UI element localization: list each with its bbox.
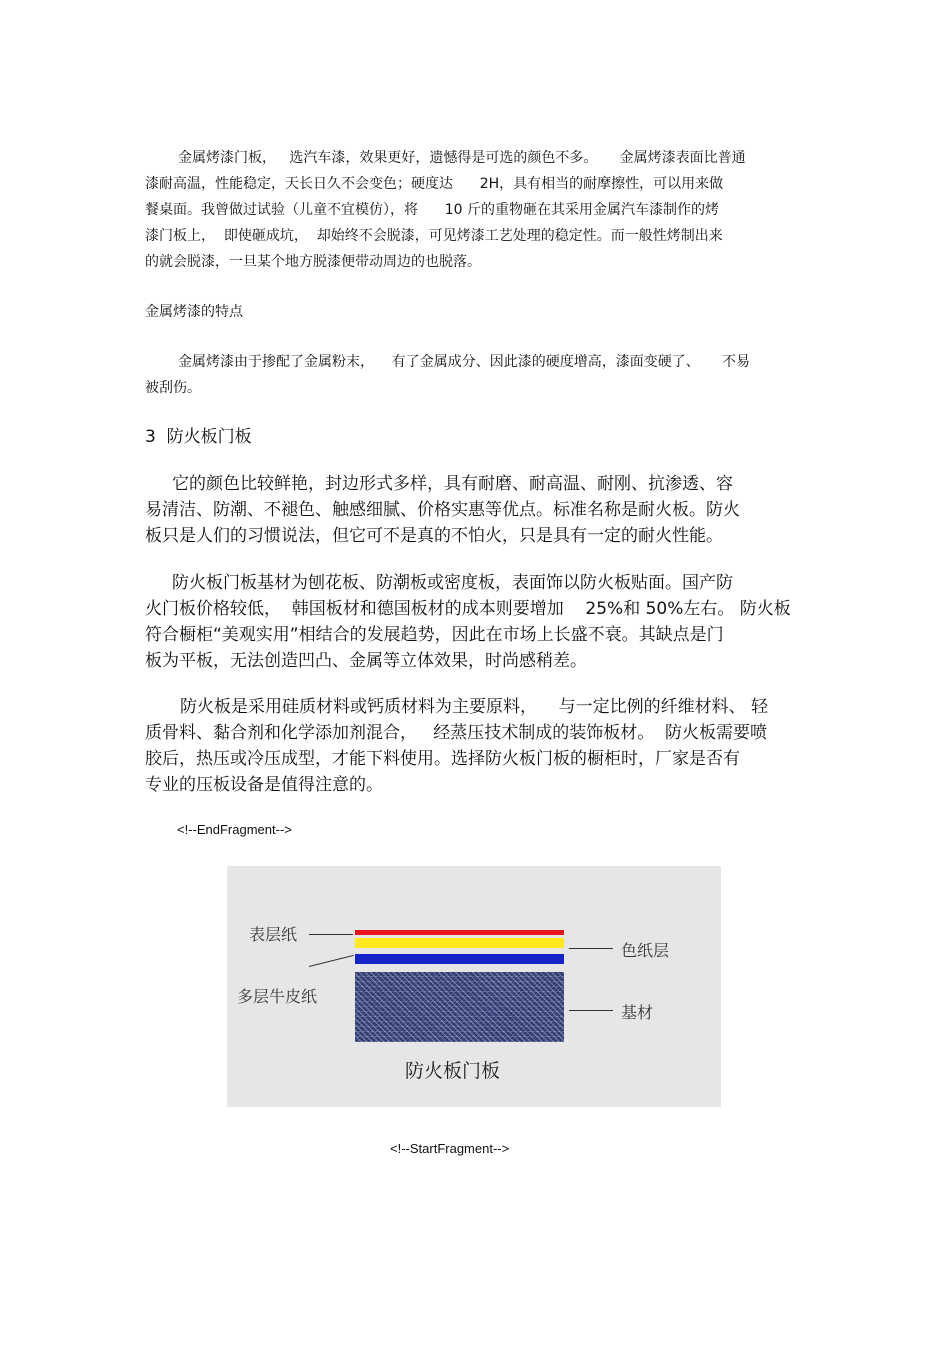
text-line: 金属烤漆门板， 选汽车漆，效果更好，遗憾得是可选的颜色不多。 金属烤漆表面比普通: [178, 150, 746, 166]
label-surface-paper: 表层纸: [249, 925, 298, 944]
text-line: 的就会脱漆，一旦某个地方脱漆便带动周边的也脱落。: [145, 254, 481, 270]
text-line: 防火板门板基材为刨花板、防潮板或密度板，表面饰以防火板贴面。国产防: [172, 573, 733, 593]
leader-color-paper-layer: [569, 948, 613, 949]
text-line: 漆门板上， 即使砸成坑， 却始终不会脱漆，可见烤漆工艺处理的稳定性。而一般性烤制出来: [145, 228, 723, 244]
yellow-color-layer: [355, 938, 564, 948]
label-kraft-paper: 多层牛皮纸: [237, 987, 318, 1006]
leader-kraft-paper: [309, 955, 354, 967]
text-line: 金属烤漆由于掺配了金属粉末， 有了金属成分、因此漆的硬度增高，漆面变硬了、 不易: [178, 354, 751, 370]
text-line: 防火板是采用硅质材料或钙质材料为主要原料， 与一定比例的纤维材料、 轻: [180, 697, 769, 717]
fragment-comment: <!--EndFragment-->: [177, 822, 292, 837]
text-line: 被刮伤。: [145, 380, 201, 396]
text-line: 板为平板，无法创造凹凸、金属等立体效果，时尚感稍差。: [145, 651, 587, 671]
red-surface-layer: [355, 930, 564, 935]
text-line: 质骨料、黏合剂和化学添加剂混合， 经蒸压技术制成的装饰板材。 防火板需要喷: [145, 723, 768, 743]
fragment-comment: <!--StartFragment-->: [390, 1141, 510, 1156]
text-line: 3 防火板门板: [145, 427, 252, 447]
text-line: 符合橱柜“美观实用”相结合的发展趋势，因此在市场上长盛不衰。其缺点是门: [145, 625, 724, 645]
text-line: 专业的压板设备是值得注意的。: [145, 775, 383, 795]
text-line: 易清洁、防潮、不褪色、触感细腻、价格实惠等优点。标准名称是耐火板。防火: [145, 500, 740, 520]
text-line: 胶后，热压或冷压成型，才能下料使用。选择防火板门板的橱柜时，厂家是否有: [145, 749, 740, 769]
text-line: 漆耐高温，性能稳定，天长日久不会变色；硬度达 2H，具有相当的耐摩擦性，可以用来做: [145, 176, 724, 192]
text-line: 板只是人们的习惯说法，但它可不是真的不怕火，只是具有一定的耐火性能。: [145, 526, 723, 546]
leader-surface-paper: [309, 934, 353, 935]
label-substrate: 基材: [621, 1003, 654, 1022]
fireproof-board-diagram: [227, 866, 721, 1107]
text-line: 火门板价格较低， 韩国板材和德国板材的成本则要增加 25%和 50%左右。 防火板: [145, 599, 791, 619]
leader-substrate: [569, 1010, 613, 1011]
text-line: 它的颜色比较鲜艳，封边形式多样，具有耐磨、耐高温、耐刚、抗渗透、容: [172, 474, 733, 494]
blue-kraft-layer: [355, 954, 564, 964]
label-color-paper-layer: 色纸层: [621, 941, 670, 960]
substrate-layer: [355, 972, 564, 1042]
text-line: 餐桌面。我曾做过试验（儿童不宜模仿），将 10 斤的重物砸在其采用金属汽车漆制作的烤: [145, 202, 719, 218]
text-line: 金属烤漆的特点: [145, 304, 243, 320]
diagram-title: 防火板门板: [405, 1060, 501, 1082]
